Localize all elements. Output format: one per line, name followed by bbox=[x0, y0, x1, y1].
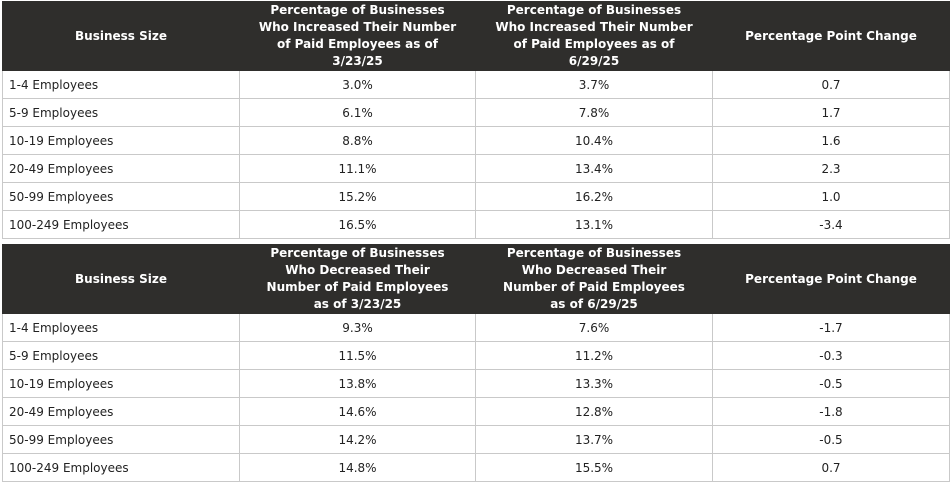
table-row bbox=[3, 155, 950, 183]
table-row bbox=[3, 99, 950, 127]
table-row bbox=[3, 398, 950, 426]
point-change-cell: -0.3 bbox=[713, 342, 950, 370]
header-row bbox=[3, 2, 950, 71]
point-change-cell: 1.6 bbox=[713, 127, 950, 155]
header-row bbox=[3, 245, 950, 314]
point-change-cell: 0.7 bbox=[713, 454, 950, 482]
pct-mar-cell: 11.5% bbox=[240, 342, 476, 370]
pct-mar-cell: 14.2% bbox=[240, 426, 476, 454]
header-business-size: Business Size bbox=[3, 245, 240, 314]
pct-jun-cell: 10.4% bbox=[476, 127, 713, 155]
header-pct-mar: Percentage of Businesses Who Decreased Their Number of Paid Employees as of 3/23/25 bbox=[240, 245, 476, 314]
business-size-cell: 20-49 Employees bbox=[3, 155, 240, 183]
table-row bbox=[3, 370, 950, 398]
header-point-change: Percentage Point Change bbox=[713, 2, 950, 71]
point-change-cell: -1.8 bbox=[713, 398, 950, 426]
table-row bbox=[3, 314, 950, 342]
pct-jun-cell: 16.2% bbox=[476, 183, 713, 211]
header-pct-jun: Percentage of Businesses Who Increased Their Number of Paid Employees as of 6/29/25 bbox=[476, 2, 713, 71]
pct-mar-cell: 11.1% bbox=[240, 155, 476, 183]
business-size-cell: 20-49 Employees bbox=[3, 398, 240, 426]
point-change-cell: 1.7 bbox=[713, 99, 950, 127]
point-change-cell: -0.5 bbox=[713, 370, 950, 398]
business-size-cell: 1-4 Employees bbox=[3, 71, 240, 99]
table-row bbox=[3, 454, 950, 482]
pct-jun-cell: 15.5% bbox=[476, 454, 713, 482]
table-header bbox=[3, 2, 950, 71]
table-header bbox=[3, 245, 950, 314]
pct-jun-cell: 7.6% bbox=[476, 314, 713, 342]
business-size-cell: 100-249 Employees bbox=[3, 211, 240, 239]
header-point-change: Percentage Point Change bbox=[713, 245, 950, 314]
increased-employees-table bbox=[2, 1, 950, 239]
table-body bbox=[3, 71, 950, 239]
business-size-cell: 50-99 Employees bbox=[3, 426, 240, 454]
pct-mar-cell: 16.5% bbox=[240, 211, 476, 239]
pct-jun-cell: 13.3% bbox=[476, 370, 713, 398]
decreased-employees-table bbox=[2, 244, 950, 482]
pct-jun-cell: 13.1% bbox=[476, 211, 713, 239]
point-change-cell: 1.0 bbox=[713, 183, 950, 211]
table-row bbox=[3, 183, 950, 211]
pct-mar-cell: 15.2% bbox=[240, 183, 476, 211]
pct-mar-cell: 9.3% bbox=[240, 314, 476, 342]
pct-jun-cell: 7.8% bbox=[476, 99, 713, 127]
header-pct-mar: Percentage of Businesses Who Increased Their Number of Paid Employees as of 3/23/25 bbox=[240, 2, 476, 71]
point-change-cell: -0.5 bbox=[713, 426, 950, 454]
table-body bbox=[3, 314, 950, 482]
business-size-cell: 10-19 Employees bbox=[3, 370, 240, 398]
business-size-cell: 1-4 Employees bbox=[3, 314, 240, 342]
business-size-cell: 5-9 Employees bbox=[3, 342, 240, 370]
pct-jun-cell: 13.4% bbox=[476, 155, 713, 183]
pct-jun-cell: 3.7% bbox=[476, 71, 713, 99]
table-row bbox=[3, 342, 950, 370]
pct-jun-cell: 11.2% bbox=[476, 342, 713, 370]
pct-mar-cell: 13.8% bbox=[240, 370, 476, 398]
pct-mar-cell: 14.8% bbox=[240, 454, 476, 482]
business-size-cell: 10-19 Employees bbox=[3, 127, 240, 155]
pct-jun-cell: 12.8% bbox=[476, 398, 713, 426]
table-row bbox=[3, 127, 950, 155]
business-size-cell: 100-249 Employees bbox=[3, 454, 240, 482]
pct-mar-cell: 6.1% bbox=[240, 99, 476, 127]
table-row bbox=[3, 71, 950, 99]
point-change-cell: -3.4 bbox=[713, 211, 950, 239]
table-row bbox=[3, 426, 950, 454]
header-business-size: Business Size bbox=[3, 2, 240, 71]
pct-jun-cell: 13.7% bbox=[476, 426, 713, 454]
pct-mar-cell: 3.0% bbox=[240, 71, 476, 99]
point-change-cell: 2.3 bbox=[713, 155, 950, 183]
table-row bbox=[3, 211, 950, 239]
business-size-cell: 5-9 Employees bbox=[3, 99, 240, 127]
header-pct-jun: Percentage of Businesses Who Decreased Their Number of Paid Employees as of 6/29/25 bbox=[476, 245, 713, 314]
pct-mar-cell: 14.6% bbox=[240, 398, 476, 426]
pct-mar-cell: 8.8% bbox=[240, 127, 476, 155]
business-size-cell: 50-99 Employees bbox=[3, 183, 240, 211]
point-change-cell: 0.7 bbox=[713, 71, 950, 99]
point-change-cell: -1.7 bbox=[713, 314, 950, 342]
